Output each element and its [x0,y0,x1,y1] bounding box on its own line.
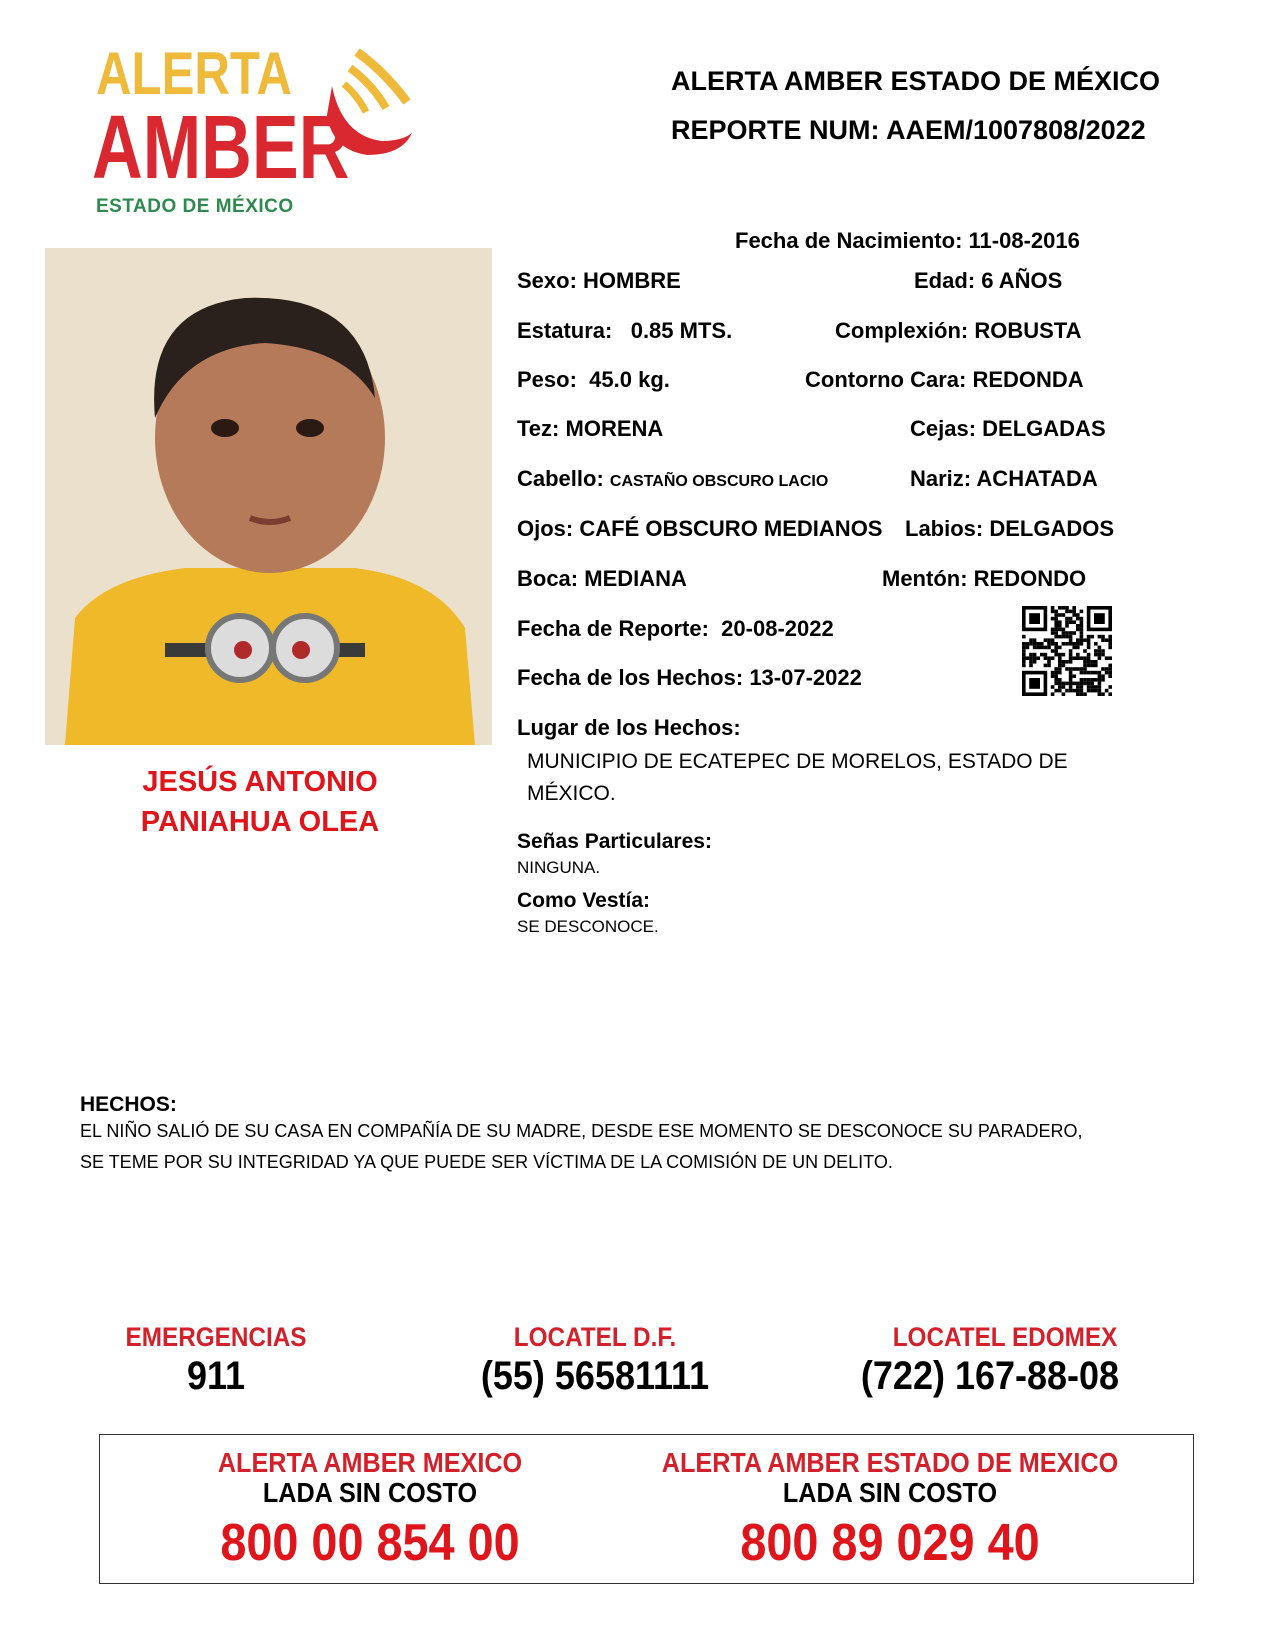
senas-value: NINGUNA. [517,858,601,877]
field-label: Labios: [905,516,984,541]
hechos-label: HECHOS: [80,1093,177,1116]
field-value: CASTAÑO OBSCURO LACIO [609,473,829,490]
field-label: Cejas: [910,416,977,441]
field-boca [517,566,687,592]
lugar-label: Lugar de los Hechos: [517,715,741,740]
field-label: Complexión: [835,318,969,343]
logo-alerta: ALERTA [96,40,292,107]
field-value: 13-07-2022 [749,665,862,690]
alerta-amber-logo [92,40,427,221]
lugar-value-line1: MUNICIPIO DE ECATEPEC DE MORELOS, ESTADO DE [527,750,1068,773]
phone-label-emergencias: EMERGENCIAS [125,1322,307,1352]
toll-free-box [99,1434,1194,1584]
field-value: 6 AÑOS [981,268,1063,293]
field-label: Nariz: [910,466,972,491]
field-tez [517,416,663,442]
field-value: 11-08-2016 [968,228,1080,253]
tollfree-number-edomex[interactable]: 800 89 029 40 [740,1514,1040,1572]
hechos-line2: SE TEME POR SU INTEGRIDAD YA QUE PUEDE SER VÍCTIMA DE LA COMISIÓN DE UN DELITO. [80,1152,893,1172]
field-label: Estatura: [517,318,613,343]
field-label: Peso: [517,367,577,392]
phone-number-emergencias[interactable]: 911 [186,1354,246,1398]
header-title: ALERTA AMBER ESTADO DE MÉXICO [671,66,1161,96]
field-value: DELGADOS [989,516,1115,541]
field-label: Tez: [517,416,560,441]
field-fecha-hechos [517,665,862,691]
field-value: MEDIANA [584,566,687,591]
field-label: Fecha de Reporte: [517,616,709,641]
field-value: MORENA [565,416,664,441]
field-estatura [517,318,732,344]
field-label: Edad: [914,268,976,293]
field-label: Ojos: [517,516,574,541]
field-value: HOMBRE [583,268,681,293]
report-number: REPORTE NUM: AAEM/1007808/2022 [671,115,1146,145]
tollfree-number-mexico[interactable]: 800 00 854 00 [220,1514,520,1572]
logo-estado: ESTADO DE MÉXICO [96,196,294,217]
field-contorno [805,367,1084,393]
tollfree-title-edomex: ALERTA AMBER ESTADO DE MEXICO [661,1447,1119,1478]
tollfree-subtitle-mexico: LADA SIN COSTO [262,1477,478,1508]
phone-number-locatel-edomex[interactable]: (722) 167-88-08 [860,1354,1120,1398]
field-label: Sexo: [517,268,577,293]
senas-label: Señas Particulares: [517,830,712,853]
field-edad [914,268,1062,294]
field-value: REDONDA [972,367,1084,392]
qr-code-icon[interactable] [1022,606,1112,696]
logo-amber: AMBER [92,98,350,198]
phone-label-locatel-edomex: LOCATEL EDOMEX [892,1322,1118,1352]
phone-number-locatel-df[interactable]: (55) 56581111 [480,1354,710,1398]
field-label: Fecha de los Hechos: [517,665,744,690]
field-labios [905,516,1114,542]
field-cabello [517,466,828,492]
field-menton [882,566,1086,592]
field-label: Fecha de Nacimiento: [735,228,963,253]
tollfree-title-mexico: ALERTA AMBER MEXICO [217,1447,523,1478]
field-label: Contorno Cara: [805,367,967,392]
field-nariz [910,466,1098,492]
field-nacimiento [735,228,1080,254]
field-cejas [910,416,1106,442]
field-value: REDONDO [973,566,1087,591]
tollfree-subtitle-edomex: LADA SIN COSTO [782,1477,998,1508]
field-fecha-reporte [517,616,834,642]
vestia-label: Como Vestía: [517,889,651,912]
child-name-line1: JESÚS ANTONIO [142,766,378,798]
child-name-line2: PANIAHUA OLEA [140,806,380,838]
field-value: 45.0 kg. [589,367,670,392]
field-label: Cabello: [517,466,604,491]
field-value: CAFÉ OBSCURO MEDIANOS [579,516,883,541]
field-value: 20-08-2022 [721,616,834,641]
field-peso [517,367,670,393]
field-ojos [517,516,882,542]
field-sexo [517,268,681,294]
missing-child-photo [45,248,492,745]
lugar-value-line2: MÉXICO. [527,782,616,805]
field-value: ACHATADA [976,466,1098,491]
field-value: ROBUSTA [974,318,1082,343]
phone-label-locatel-df: LOCATEL D.F. [513,1322,677,1352]
hechos-line1: EL NIÑO SALIÓ DE SU CASA EN COMPAÑÍA DE SU MADRE, DESDE ESE MOMENTO SE DESCONOCE SU PARADERO, [80,1121,1083,1141]
field-value: 0.85 MTS. [630,318,733,343]
field-complexion [835,318,1082,344]
field-label: Boca: [517,566,579,591]
field-value: DELGADAS [982,416,1106,441]
field-label: Mentón: [882,566,968,591]
vestia-value: SE DESCONOCE. [517,917,659,936]
